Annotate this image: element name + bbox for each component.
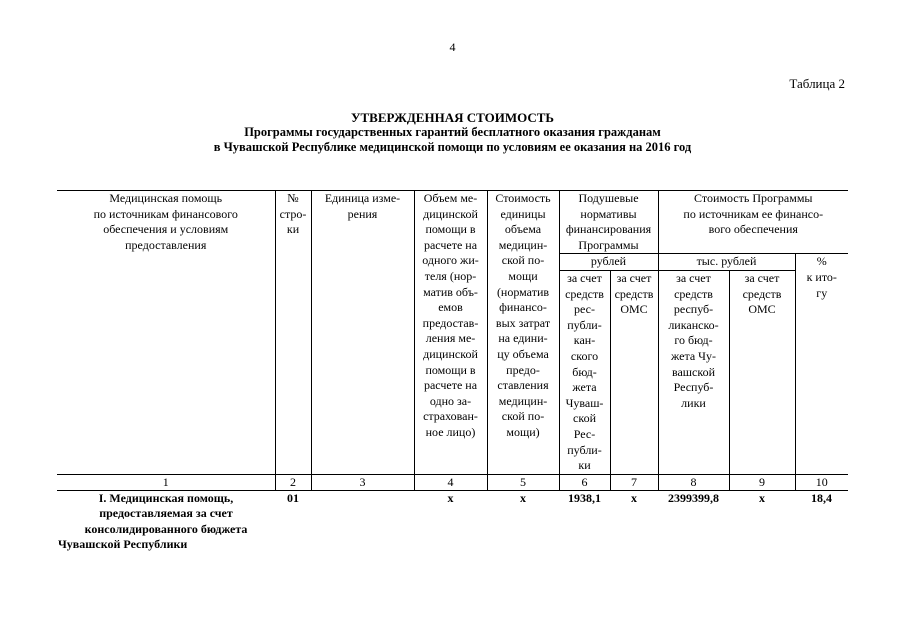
header-program-cost: Стоимость Программы по источникам ее финансо- вого обеспечения: [658, 191, 848, 254]
column-number: 9: [729, 474, 795, 490]
header-unit: Единица изме- рения: [311, 191, 414, 475]
column-numbers-row: [57, 474, 848, 490]
header-volume: Объем ме- дицинской помощи в расчете на одного жи- теля (нор- матив объ- емов предостав- ления ме- дицинской помощи в расчете на одно за- страхован- ное лицо): [414, 191, 487, 475]
row-cost-budget: 2399399,8: [668, 490, 719, 505]
row-line-number: 01: [287, 490, 299, 505]
column-number: 3: [311, 474, 414, 490]
header-percent-total: % к ито- гу: [795, 254, 848, 474]
header-medical-care: Медицинская помощь по источникам финансового обеспечения и условиям предоставления: [57, 191, 275, 475]
row-name: I. Медицинская помощь, предоставляемая за счет консолидированного бюджета Чувашской Республики: [58, 490, 248, 552]
row-percent: 18,4: [811, 490, 832, 505]
row-unit-cost: х: [520, 490, 526, 505]
header-per-capita-oms: за счет средств ОМС: [610, 270, 658, 474]
document-title: [0, 110, 905, 155]
row-cost-oms: х: [759, 490, 765, 505]
column-number: 1: [57, 474, 275, 490]
row-per-capita-budget: 1938,1: [568, 490, 601, 505]
column-number: 8: [658, 474, 729, 490]
header-rubles: рублей: [559, 254, 658, 271]
header-thousand-rubles: тыс. рублей: [658, 254, 795, 271]
column-number: 5: [487, 474, 559, 490]
column-number: 7: [610, 474, 658, 490]
header-row-1: [57, 191, 848, 254]
header-cost-budget: за счет средств респуб- ликанско- го бюд- жета Чу- вашской Респуб- лики: [658, 270, 729, 474]
table-row: [57, 490, 848, 553]
column-number: 2: [275, 474, 311, 490]
header-line-number: № стро- ки: [275, 191, 311, 475]
row-per-capita-oms: х: [631, 490, 637, 505]
row-volume: х: [447, 490, 454, 505]
header-unit-cost: Стоимость единицы объема медицин- ской по- мощи (норматив финансо- вых затрат на едини- цу объема предо- ставления медицин- ской по- мощи): [487, 191, 559, 475]
page-number: 4: [449, 40, 456, 54]
table-label: Таблица 2: [789, 76, 845, 91]
title-line-2: Программы государственных гарантий бесплатного оказания гражданам: [244, 125, 661, 139]
title-line-1: УТВЕРЖДЕННАЯ СТОИМОСТЬ: [350, 110, 555, 125]
cost-table: [57, 190, 848, 553]
header-per-capita-standards: Подушевые нормативы финансирования Программы: [559, 191, 658, 254]
column-number: 4: [414, 474, 487, 490]
column-number: 10: [795, 474, 848, 490]
title-line-3: в Чувашской Республике медицинской помощи по условиям ее оказания на 2016 год: [213, 140, 692, 154]
row-unit: [311, 490, 414, 553]
header-cost-oms: за счет средств ОМС: [729, 270, 795, 474]
header-per-capita-budget: за счет средств рес- публи- кан- ского бюд- жета Чуваш- ской Рес- публи- ки: [559, 270, 610, 474]
column-number: 6: [559, 474, 610, 490]
